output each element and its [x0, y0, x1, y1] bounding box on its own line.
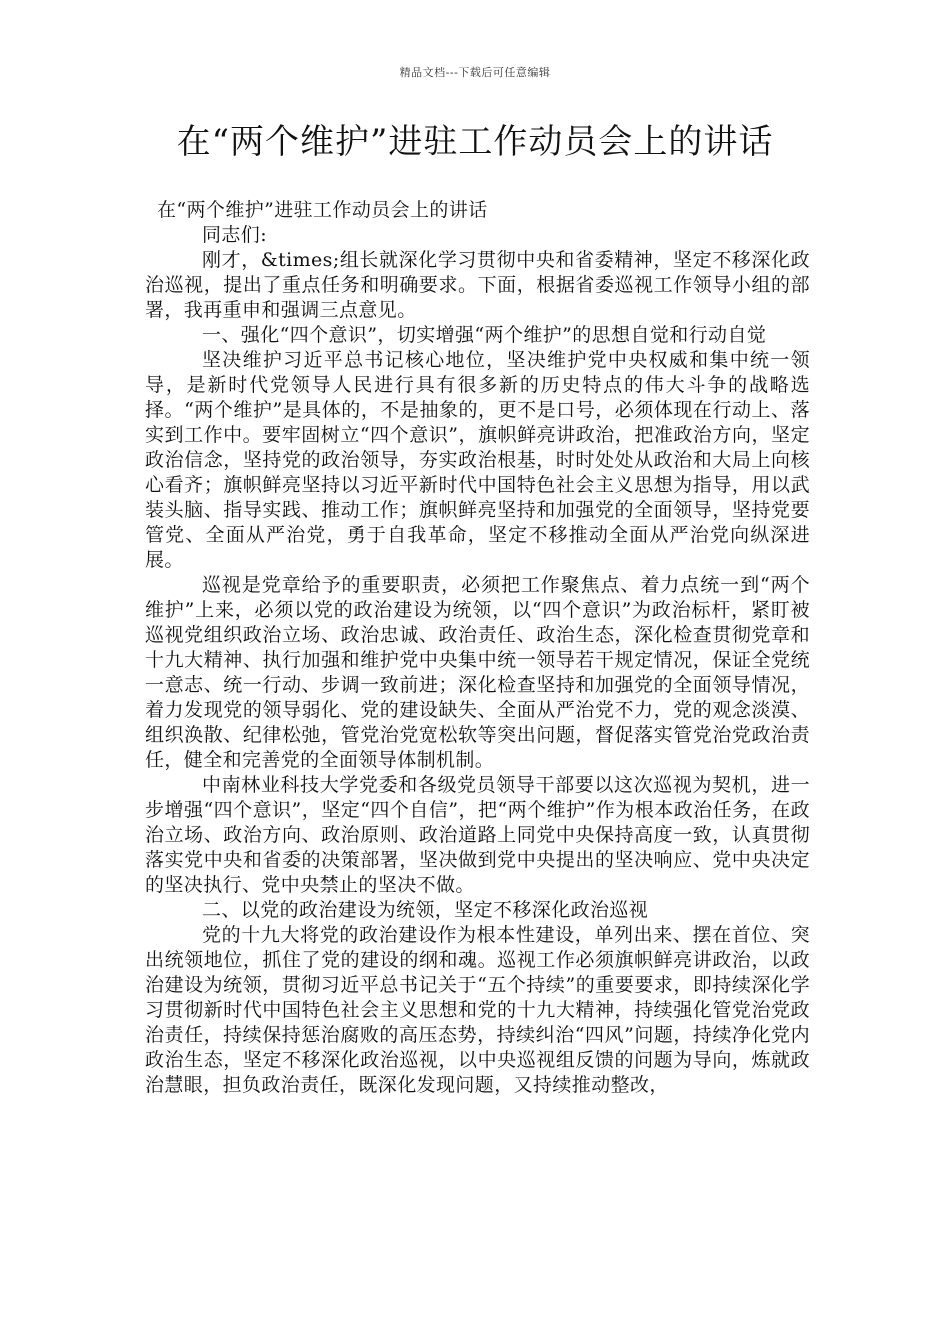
document-body	[145, 198, 810, 1098]
section-heading-2: 二、以党的政治建设为统领，坚定不移深化政治巡视	[202, 899, 649, 921]
document-subtitle: 在“两个维护”进驻工作动员会上的讲话	[157, 199, 488, 221]
paragraph-opening: 刚才，&times;组长就深化学习贯彻中央和省委精神，坚定不移深化政治巡视，提出了重点任务和明确要求。下面，根据省委巡视工作领导小组的部署，我再重申和强调三点意见。	[145, 249, 810, 321]
page-header: 精品文档---下载后可任意编辑	[399, 66, 551, 79]
section-heading-1: 一、强化“四个意识”，切实增强“两个维护”的思想自觉和行动自觉	[202, 324, 767, 346]
salutation: 同志们:	[202, 224, 268, 246]
paragraph: 中南林业科技大学党委和各级党员领导干部要以这次巡视为契机，进一步增强“四个意识”，坚定“四个自信”，把“两个维护”作为根本政治任务，在政治立场、政治方向、政治原则、政治道路上同党中央保持高度一致，认真贯彻落实党中央和省委的决策部署，坚决做到党中央提出的坚决响应、党中央决定的坚决执行、党中央禁止的坚决不做。	[145, 774, 810, 896]
paragraph: 坚决维护习近平总书记核心地位，坚决维护党中央权威和集中统一领导，是新时代党领导人民进行具有很多新的历史特点的伟大斗争的战略选择。“两个维护”是具体的，不是抽象的，更不是口号，必须体现在行动上、落实到工作中。要牢固树立“四个意识”，旗帜鲜亮讲政治，把准政治方向，坚定政治信念，坚持党的政治领导，夯实政治根基，时时处处从政治和大局上向核心看齐；旗帜鲜亮坚持以习近平新时代中国特色社会主义思想为指导，用以武装头脑、指导实践、推动工作；旗帜鲜亮坚持和加强党的全面领导，坚持党要管党、全面从严治党，勇于自我革命，坚定不移推动全面从严治党向纵深进展。	[145, 349, 810, 571]
paragraph: 党的十九大将党的政治建设作为根本性建设，单列出来、摆在首位、突出统领地位，抓住了党的建设的纲和魂。巡视工作必须旗帜鲜亮讲政治，以政治建设为统领，贯彻习近平总书记关于“五个持续”的重要要求，即持续深化学习贯彻新时代中国特色社会主义思想和党的十九大精神，持续强化管党治党政治责任，持续保持惩治腐败的高压态势，持续纠治“四风”问题，持续净化党内政治生态，坚定不移深化政治巡视，以中央巡视组反馈的问题为导向，炼就政治慧眼，担负政治责任，既深化发现问题，又持续推动整改，	[145, 924, 810, 1096]
document-title: 在“两个维护”进驻工作动员会上的讲话	[176, 122, 774, 162]
paragraph: 巡视是党章给予的重要职责，必须把工作聚焦点、着力点统一到“两个维护”上来，必须以党的政治建设为统领，以“四个意识”为政治标杆，紧盯被巡视党组织政治立场、政治忠诚、政治责任、政治生态，深化检查贯彻党章和十九大精神、执行加强和维护党中央集中统一领导若干规定情况，保证全党统一意志、统一行动、步调一致前进；深化检查坚持和加强党的全面领导情况，着力发现党的领导弱化、党的建设缺失、全面从严治党不力，党的观念淡漠、组织涣散、纪律松弛，管党治党宽松软等突出问题，督促落实管党治党政治责任，健全和完善党的全面领导体制机制。	[145, 574, 810, 771]
